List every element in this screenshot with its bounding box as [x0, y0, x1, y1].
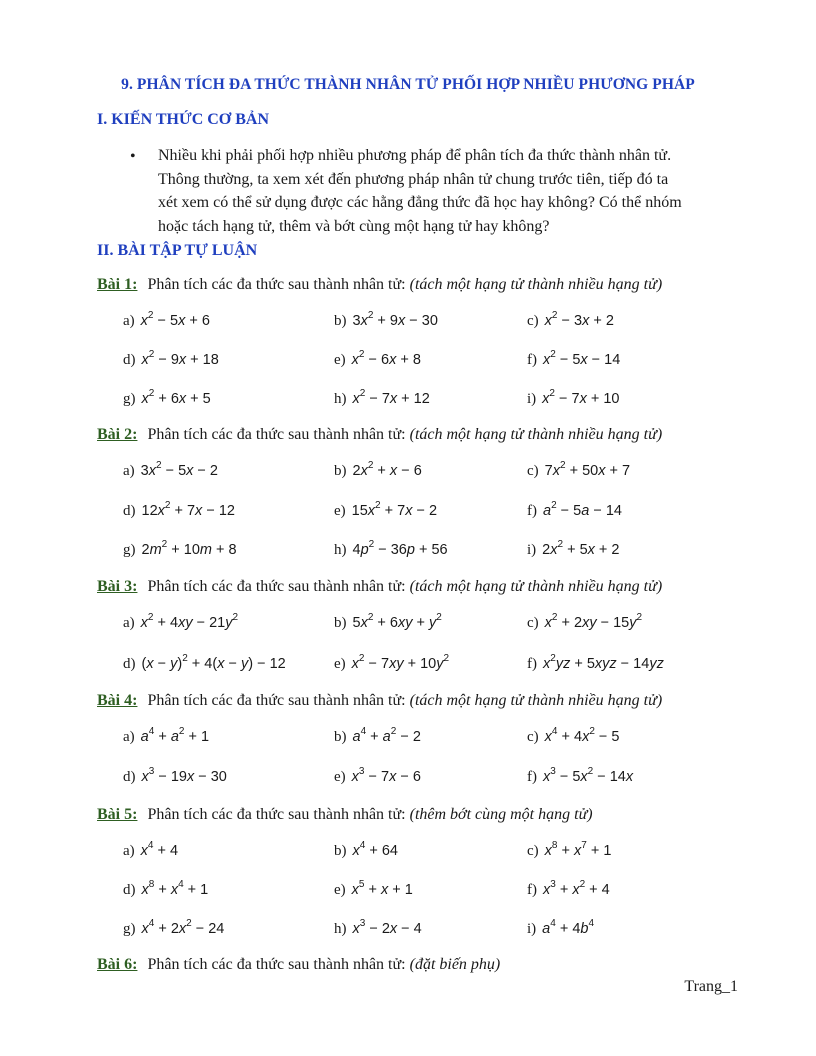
item-letter: a) — [123, 615, 135, 631]
exercise-item — [123, 653, 286, 673]
item-letter: d) — [123, 503, 136, 519]
exercise-hint: (đặt biến phụ) — [409, 956, 501, 973]
math-expression: $x^3 - 2x - 4$ — [352, 918, 422, 937]
item-letter: f) — [527, 769, 537, 785]
page-title: 9. PHÂN TÍCH ĐA THỨC THÀNH NHÂN TỬ PHỐI HỢP NHIỀU PHƯƠNG PHÁP — [121, 76, 695, 93]
exercise-item — [334, 310, 438, 330]
paragraph-line: xét xem có thể sử dụng được các hằng đẳng thức đã học hay không? Có thể nhóm — [158, 194, 682, 211]
math-expression: $x^2 + 6x + 5$ — [141, 388, 211, 407]
math-expression: $x^2 - 7x + 12$ — [352, 388, 430, 407]
exercise-item — [123, 612, 239, 632]
item-letter: c) — [527, 313, 539, 329]
exercise-label: Bài 3: — [97, 578, 138, 595]
item-letter: c) — [527, 615, 539, 631]
exercise-item — [334, 539, 448, 559]
math-expression: $2x^2 + x - 6$ — [352, 460, 422, 479]
item-letter: a) — [123, 313, 135, 329]
item-letter: h) — [334, 921, 347, 937]
exercise-item — [527, 500, 622, 520]
item-letter: i) — [527, 921, 537, 937]
math-expression: $x^4 + 4$ — [140, 840, 179, 859]
exercise-instruction: Phân tích các đa thức sau thành nhân tử: — [147, 956, 410, 973]
math-expression: $x^8 + x^4 + 1$ — [141, 879, 209, 898]
math-expression: $7x^2 + 50x + 7$ — [544, 460, 631, 479]
math-expression: $15x^2 + 7x - 2$ — [351, 500, 438, 519]
math-expression: $x^2 - 5x + 6$ — [140, 310, 210, 329]
item-letter: b) — [334, 843, 347, 859]
item-letter: g) — [123, 921, 136, 937]
math-expression: $a^4 + a^2 - 2$ — [352, 726, 421, 745]
exercise-instruction: Phân tích các đa thức sau thành nhân tử: — [147, 276, 410, 293]
exercise-instruction: Phân tích các đa thức sau thành nhân tử: — [147, 426, 410, 443]
exercise-item — [527, 879, 610, 899]
item-letter: f) — [527, 352, 537, 368]
exercise-item — [527, 653, 664, 673]
item-letter: f) — [527, 882, 537, 898]
exercise-instruction: Phân tích các đa thức sau thành nhân tử: — [147, 806, 410, 823]
item-letter: e) — [334, 769, 346, 785]
math-expression: $x^2 - 3x + 2$ — [544, 310, 614, 329]
exercise-item — [123, 879, 209, 899]
exercise-item — [527, 766, 634, 786]
math-expression: $x^4 + 2x^2 - 24$ — [141, 918, 225, 937]
exercise-heading — [97, 578, 662, 596]
exercise-instruction: Phân tích các đa thức sau thành nhân tử: — [147, 578, 410, 595]
math-expression: $x^4 + 64$ — [352, 840, 398, 859]
exercise-item — [123, 766, 227, 786]
exercise-item — [123, 310, 210, 330]
math-expression: $a^4 + 4b^4$ — [542, 918, 595, 937]
exercise-item — [334, 653, 450, 673]
math-expression: $x^2 + 2xy - 15y^2$ — [544, 612, 643, 631]
exercise-label: Bài 1: — [97, 276, 138, 293]
exercise-heading — [97, 276, 662, 294]
item-letter: b) — [334, 615, 347, 631]
exercise-label: Bài 2: — [97, 426, 138, 443]
exercise-hint: (tách một hạng tử thành nhiều hạng tử) — [409, 578, 663, 595]
exercise-item — [527, 310, 614, 330]
item-letter: a) — [123, 843, 135, 859]
exercise-heading — [97, 956, 500, 974]
exercise-item — [527, 726, 620, 746]
exercise-hint: (thêm bớt cùng một hạng tử) — [409, 806, 593, 823]
exercise-item — [527, 460, 631, 480]
exercise-heading — [97, 426, 662, 444]
exercise-item — [527, 612, 643, 632]
exercise-item — [123, 918, 225, 938]
exercise-item — [123, 460, 218, 480]
exercise-item — [123, 349, 219, 369]
math-expression: $5x^2 + 6xy + y^2$ — [352, 612, 442, 631]
math-expression: $a^2 - 5a - 14$ — [543, 500, 622, 519]
exercise-item — [334, 879, 413, 899]
item-letter: f) — [527, 503, 537, 519]
item-letter: g) — [123, 542, 136, 558]
math-expression: $3x^2 - 5x - 2$ — [140, 460, 218, 479]
page-number: Trang_1 — [684, 978, 738, 995]
exercise-item — [123, 388, 211, 408]
exercise-hint: (tách một hạng tử thành nhiều hạng tử) — [409, 692, 663, 709]
math-expression: $x^2 + 4xy - 21y^2$ — [140, 612, 239, 631]
exercise-item — [527, 539, 620, 559]
item-letter: e) — [334, 503, 346, 519]
item-letter: f) — [527, 656, 537, 672]
section-heading-theory: I. KIẾN THỨC CƠ BẢN — [97, 111, 270, 128]
item-letter: d) — [123, 769, 136, 785]
item-letter: d) — [123, 656, 136, 672]
exercise-item — [334, 918, 422, 938]
math-expression: $x^3 - 5x^2 - 14x$ — [543, 766, 634, 785]
theory-paragraph — [158, 144, 748, 238]
item-letter: c) — [527, 729, 539, 745]
item-letter: h) — [334, 391, 347, 407]
exercise-item — [527, 918, 595, 938]
math-expression: $x^3 - 7x - 6$ — [351, 766, 421, 785]
exercise-hint: (tách một hạng tử thành nhiều hạng tử) — [409, 276, 663, 293]
math-expression: $x^2 - 6x + 8$ — [351, 349, 421, 368]
math-expression: $2m^2 + 10m + 8$ — [141, 539, 237, 558]
item-letter: c) — [527, 843, 539, 859]
exercise-item — [334, 388, 430, 408]
math-expression: $x^2 - 7x + 10$ — [542, 388, 620, 407]
math-expression: $x^2 - 9x + 18$ — [141, 349, 219, 368]
item-letter: a) — [123, 463, 135, 479]
exercise-item — [334, 840, 398, 860]
exercise-item — [123, 500, 235, 520]
section-heading-exercises: II. BÀI TẬP TỰ LUẬN — [97, 242, 258, 259]
exercise-item — [527, 840, 612, 860]
paragraph-line: Nhiều khi phải phối hợp nhiều phương pháp để phân tích đa thức thành nhân tử. — [158, 147, 672, 164]
math-expression: $3x^2 + 9x - 30$ — [352, 310, 438, 329]
math-expression: $x^8 + x^7 + 1$ — [544, 840, 612, 859]
item-letter: b) — [334, 729, 347, 745]
math-expression: $x^2yz + 5xyz - 14yz$ — [543, 653, 664, 672]
math-expression: $x^4 + 4x^2 - 5$ — [544, 726, 620, 745]
item-letter: c) — [527, 463, 539, 479]
item-letter: d) — [123, 352, 136, 368]
bullet-icon: • — [130, 148, 136, 165]
item-letter: b) — [334, 463, 347, 479]
math-expression: $x^3 - 19x - 30$ — [141, 766, 227, 785]
exercise-label: Bài 4: — [97, 692, 138, 709]
math-expression: $x^5 + x + 1$ — [351, 879, 413, 898]
math-expression: $2x^2 + 5x + 2$ — [542, 539, 620, 558]
item-letter: h) — [334, 542, 347, 558]
item-letter: d) — [123, 882, 136, 898]
paragraph-line: Thông thường, ta xem xét đến phương pháp nhân tử chung trước tiên, tiếp đó ta — [158, 170, 669, 188]
exercise-item — [123, 539, 237, 559]
math-expression: $x^2 - 5x - 14$ — [543, 349, 621, 368]
exercise-item — [334, 349, 421, 369]
item-letter: i) — [527, 542, 537, 558]
paragraph-line: hoặc tách hạng tử, thêm và bớt cùng một hạng tử hay không? — [158, 217, 550, 235]
exercise-item — [334, 726, 421, 746]
math-expression: $4p^2 - 36p + 56$ — [352, 539, 448, 558]
math-expression: $(x - y)^2 + 4(x - y) - 12$ — [141, 653, 286, 672]
exercise-label: Bài 6: — [97, 956, 138, 973]
exercise-item — [123, 840, 179, 860]
item-letter: e) — [334, 352, 346, 368]
item-letter: e) — [334, 882, 346, 898]
exercise-heading — [97, 692, 662, 710]
math-expression: $x^2 - 7xy + 10y^2$ — [351, 653, 450, 672]
exercise-item — [334, 500, 438, 520]
item-letter: i) — [527, 391, 537, 407]
exercise-item — [527, 388, 620, 408]
exercise-instruction: Phân tích các đa thức sau thành nhân tử: — [147, 692, 410, 709]
exercise-heading — [97, 806, 593, 824]
exercise-item — [334, 612, 442, 632]
item-letter: b) — [334, 313, 347, 329]
item-letter: e) — [334, 656, 346, 672]
math-expression: $x^3 + x^2 + 4$ — [543, 879, 610, 898]
exercise-item — [527, 349, 621, 369]
math-expression: $a^4 + a^2 + 1$ — [140, 726, 210, 745]
exercise-label: Bài 5: — [97, 806, 138, 823]
item-letter: a) — [123, 729, 135, 745]
item-letter: g) — [123, 391, 136, 407]
exercise-hint: (tách một hạng tử thành nhiều hạng tử) — [409, 426, 663, 443]
exercise-item — [334, 460, 422, 480]
exercise-item — [334, 766, 421, 786]
math-expression: $12x^2 + 7x - 12$ — [141, 500, 235, 519]
exercise-item — [123, 726, 210, 746]
